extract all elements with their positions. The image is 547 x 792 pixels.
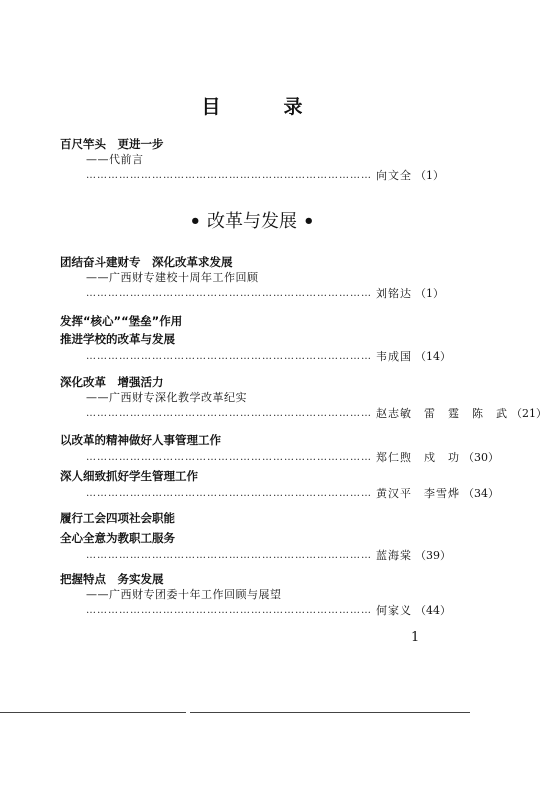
- entry-title: 把握特点 务实发展: [60, 572, 164, 586]
- dot-leader: ……………………………………………………………………: [86, 550, 372, 561]
- entry-leader-row: [60, 548, 451, 564]
- dot-leader: ……………………………………………………………………: [86, 605, 372, 616]
- dot-leader: ……………………………………………………………………: [86, 170, 372, 181]
- dot-leader: ……………………………………………………………………: [86, 351, 372, 362]
- section-heading-text: 改革与发展: [207, 211, 297, 232]
- toc-entry: [60, 313, 451, 365]
- section-heading: [0, 207, 504, 233]
- entry-page: （30）: [463, 451, 499, 464]
- entry-page: （14）: [415, 350, 451, 363]
- entry-title: 履行工会四项社会职能: [60, 511, 175, 525]
- entry-title-line2: 推进学校的改革与发展: [60, 332, 175, 346]
- toc-entry: [60, 468, 499, 502]
- entry-page: （1）: [415, 287, 444, 300]
- dot-leader: ……………………………………………………………………: [86, 408, 372, 419]
- entry-title: 百尺竿头 更进一步: [60, 137, 164, 151]
- entry-page: （34）: [463, 487, 499, 500]
- entry-leader-row: [60, 486, 499, 502]
- entry-leader-row: [60, 603, 451, 619]
- toc-entry: [60, 374, 547, 422]
- entry-leader-row: [60, 406, 547, 422]
- entry-subtitle: ——广西财专团委十年工作回顾与展望: [86, 588, 282, 601]
- entry-author: 赵志敏 雷 霆 陈 武: [376, 407, 508, 420]
- bottom-rule-right: [190, 712, 470, 713]
- entry-author: 何家义: [376, 604, 412, 617]
- toc-title: 目 录: [201, 96, 325, 118]
- dot-leader: ……………………………………………………………………: [86, 288, 372, 299]
- entry-author: 韦成国: [376, 350, 412, 363]
- entry-author: 蓝海棠: [376, 549, 412, 562]
- entry-leader-row: [60, 349, 451, 365]
- entry-page: （21）: [511, 407, 547, 420]
- toc-entry: [60, 432, 499, 466]
- page-number: 1: [411, 630, 420, 645]
- entry-author: 郑仁煦 戍 功: [376, 451, 460, 464]
- entry-title: 发挥“核心”“堡垒”作用: [60, 314, 183, 328]
- entry-leader-row: [60, 168, 444, 184]
- toc-entry: [60, 510, 451, 564]
- entry-author: 刘铭达: [376, 287, 412, 300]
- entry-author: 向文全: [376, 169, 412, 182]
- entry-leader-row: [60, 450, 499, 466]
- bottom-rule-left: [0, 712, 186, 713]
- entry-page: （1）: [415, 169, 444, 182]
- toc-entry: [60, 254, 444, 302]
- entry-subtitle: ——广西财专深化教学改革纪实: [86, 391, 247, 404]
- entry-title-line2: 全心全意为教职工服务: [60, 531, 175, 545]
- entry-title: 深人细致抓好学生管理工作: [60, 469, 198, 483]
- entry-subtitle: ——广西财专建校十周年工作回顾: [86, 271, 259, 284]
- entry-subtitle: ——代前言: [86, 153, 144, 166]
- dot-leader: ……………………………………………………………………: [86, 488, 372, 499]
- section-bullet-right: •: [303, 211, 315, 232]
- toc-entry: [60, 571, 451, 619]
- toc-entry-intro: [60, 136, 444, 184]
- entry-leader-row: [60, 286, 444, 302]
- entry-title: 深化改革 增强活力: [60, 375, 164, 389]
- dot-leader: ……………………………………………………………………: [86, 452, 372, 463]
- section-bullet-left: •: [189, 211, 201, 232]
- entry-title: 以改革的精神做好人事管理工作: [60, 433, 221, 447]
- entry-page: （39）: [415, 549, 451, 562]
- entry-page: （44）: [415, 604, 451, 617]
- entry-author: 黄汉平 李雪烨: [376, 487, 460, 500]
- entry-title: 团结奋斗建财专 深化改革求发展: [60, 255, 233, 269]
